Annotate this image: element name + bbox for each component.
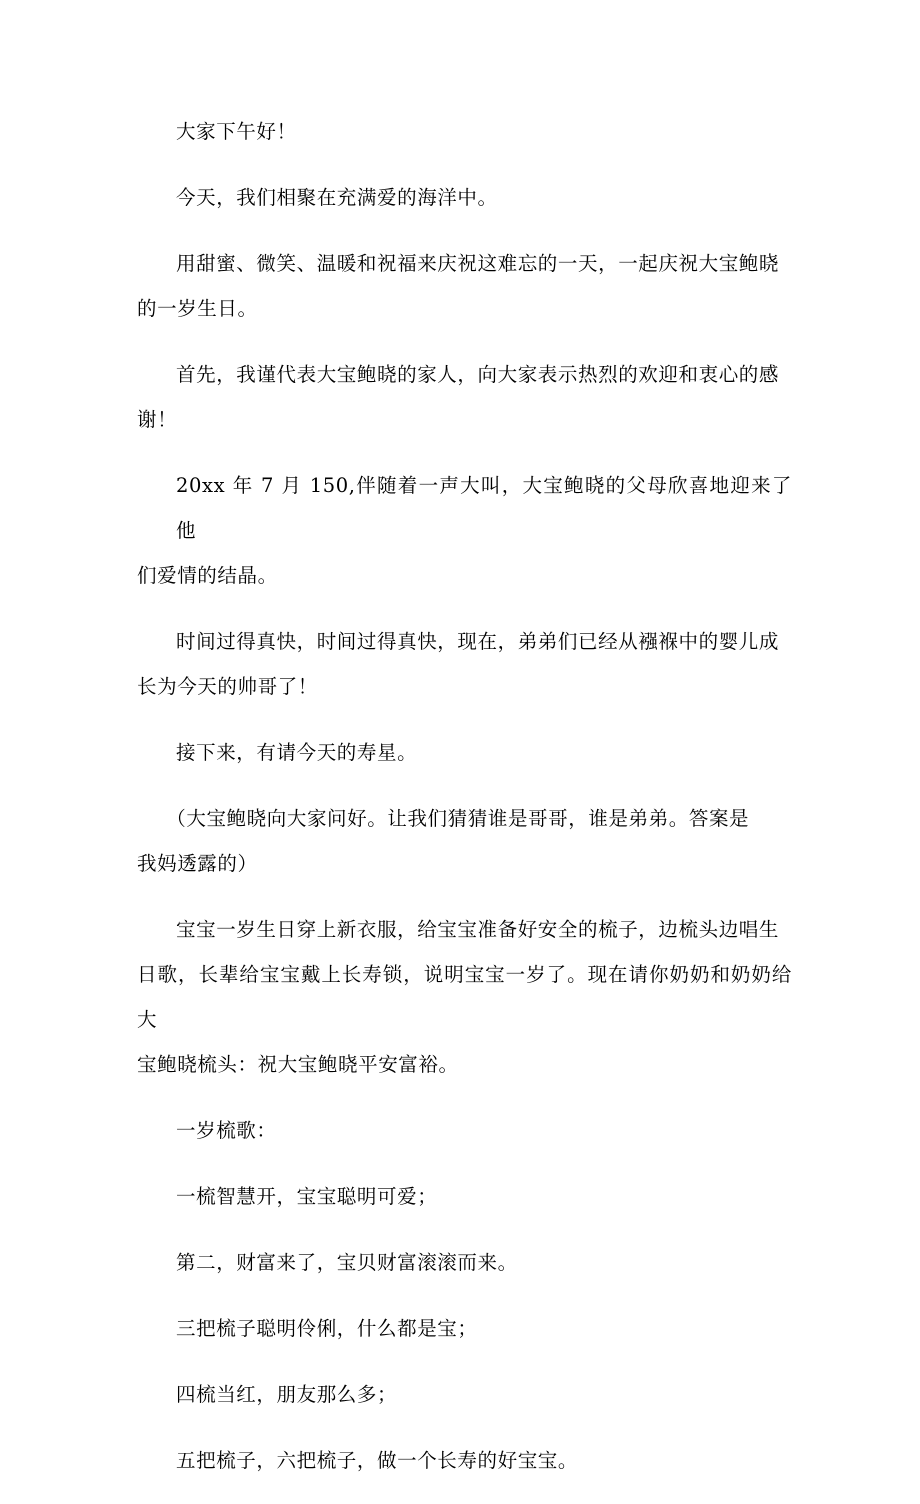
paragraph-text: 第二，财富来了，宝贝财富滚滚而来。 [176, 1251, 518, 1274]
paragraph-line: 长为今天的帅哥了！ [137, 675, 318, 698]
paragraph-greeting-guess [137, 796, 792, 886]
paragraph-line: 宝鲍晓梳头：祝大宝鲍晓平安富裕。 [137, 1053, 459, 1076]
paragraph-verse-2 [137, 1240, 792, 1285]
paragraph-verse-5 [137, 1438, 792, 1483]
paragraph-verse-4 [137, 1372, 792, 1417]
paragraph-line: 20xx 年 7 月 150,伴随着一声大叫，大宝鲍晓的父母欣喜地迎来了他 [176, 474, 792, 542]
paragraph-text: 五把梳子，六把梳子，做一个长寿的好宝宝。 [176, 1449, 579, 1472]
paragraph-song-title [137, 1108, 792, 1153]
paragraph-invite [137, 730, 792, 775]
paragraph-text: 大家下午好！ [176, 120, 297, 143]
paragraph-text: 一梳智慧开，宝宝聪明可爱； [176, 1185, 438, 1208]
paragraph-line: 的一岁生日。 [137, 297, 258, 320]
paragraph-text: 今天，我们相聚在充满爱的海洋中。 [176, 186, 498, 209]
paragraph-celebration [137, 241, 792, 331]
paragraph-time-flies [137, 619, 792, 709]
paragraph-birth [137, 463, 792, 598]
paragraph-line: 用甜蜜、微笑、温暖和祝福来庆祝这难忘的一天，一起庆祝大宝鲍晓 [176, 252, 780, 275]
paragraph-line: 日歌，长辈给宝宝戴上长寿锁，说明宝宝一岁了。现在请你奶奶和奶奶给大 [137, 963, 792, 1031]
paragraph-greeting [137, 109, 792, 154]
paragraph-comb-ritual [137, 907, 792, 1087]
paragraph-text: 四梳当红，朋友那么多； [176, 1383, 398, 1406]
paragraph-text: 接下来，有请今天的寿星。 [176, 741, 418, 764]
paragraph-line: 宝宝一岁生日穿上新衣服，给宝宝准备好安全的梳子，边梳头边唱生 [176, 918, 780, 941]
document-body [137, 109, 792, 1504]
paragraph-text: 一岁梳歌： [176, 1119, 277, 1142]
paragraph-verse-1 [137, 1174, 792, 1219]
paragraph-line: （大宝鲍晓向大家问好。让我们猜猜谁是哥哥，谁是弟弟。答案是 [166, 807, 750, 830]
paragraph-line: 我妈透露的） [137, 852, 258, 875]
paragraph-line: 谢！ [137, 408, 178, 431]
paragraph-thanks [137, 352, 792, 442]
paragraph-text: 三把梳子聪明伶俐，什么都是宝； [176, 1317, 478, 1340]
paragraph-gathering [137, 175, 792, 220]
paragraph-verse-3 [137, 1306, 792, 1351]
paragraph-line: 时间过得真快，时间过得真快，现在，弟弟们已经从襁褓中的婴儿成 [176, 630, 780, 653]
paragraph-line: 们爱情的结晶。 [137, 564, 278, 587]
paragraph-line: 首先，我谨代表大宝鲍晓的家人，向大家表示热烈的欢迎和衷心的感 [176, 363, 780, 386]
